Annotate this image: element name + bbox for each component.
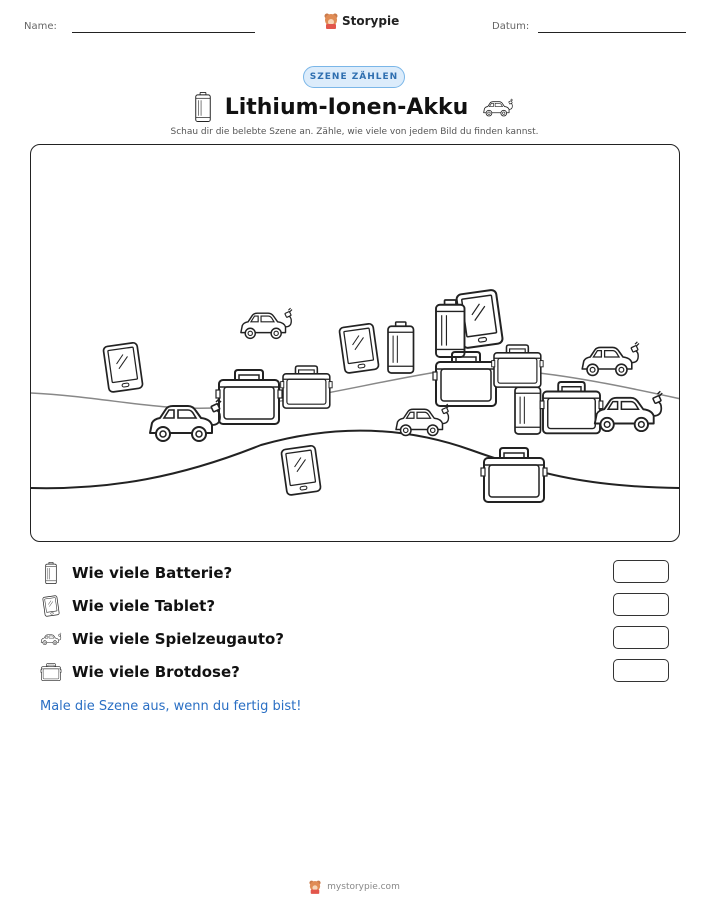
hill-line-front bbox=[31, 431, 680, 489]
instructions: Schau dir die belebte Szene an. Zähle, wie viele von jedem Bild du finden kannst. bbox=[170, 127, 539, 137]
battery-icon bbox=[436, 300, 465, 357]
lunchbox-icon bbox=[216, 370, 282, 424]
battery-icon bbox=[195, 92, 211, 122]
bear-logo-icon bbox=[324, 13, 338, 29]
toy-car-icon bbox=[40, 628, 62, 650]
tablet-icon bbox=[281, 445, 321, 495]
footer bbox=[0, 880, 709, 894]
toy-car-icon bbox=[482, 96, 514, 118]
question-text: Wie viele Tablet? bbox=[72, 597, 216, 615]
tablet-icon bbox=[103, 342, 143, 392]
battery-icon bbox=[40, 562, 62, 584]
bear-logo-icon bbox=[309, 880, 321, 894]
coloring-note: Male die Szene aus, wenn du fertig bist! bbox=[40, 699, 302, 714]
lunchbox-icon bbox=[281, 366, 332, 408]
question-row bbox=[40, 561, 232, 585]
toy-car-icon bbox=[241, 308, 292, 338]
question-text: Wie viele Brotdose? bbox=[72, 663, 240, 681]
name-label: Name: bbox=[24, 21, 57, 32]
answer-box[interactable] bbox=[613, 593, 669, 616]
title-row bbox=[0, 90, 709, 124]
date-line[interactable] bbox=[538, 32, 686, 33]
tablet-icon bbox=[40, 595, 62, 617]
question-text: Wie viele Spielzeugauto? bbox=[72, 630, 285, 648]
toy-car-icon bbox=[582, 342, 639, 376]
date-label: Datum: bbox=[492, 21, 530, 32]
name-line[interactable] bbox=[72, 32, 255, 33]
footer-url[interactable]: mystorypie.com bbox=[327, 882, 400, 892]
lunchbox-icon bbox=[433, 352, 499, 406]
answer-box[interactable] bbox=[613, 659, 669, 682]
page-title: Lithium-Ionen-Akku bbox=[224, 94, 469, 120]
question-row bbox=[40, 660, 240, 684]
toy-car-icon bbox=[150, 399, 221, 441]
lunchbox-icon bbox=[40, 661, 62, 683]
scene-illustration bbox=[31, 145, 680, 542]
question-row bbox=[40, 627, 284, 651]
lunchbox-icon bbox=[492, 345, 543, 387]
battery-icon bbox=[388, 322, 414, 373]
question-row bbox=[40, 594, 215, 618]
toy-car-icon bbox=[595, 391, 662, 431]
toy-car-icon bbox=[396, 404, 449, 436]
brand-logo bbox=[324, 13, 399, 29]
answer-box[interactable] bbox=[613, 626, 669, 649]
answer-box[interactable] bbox=[613, 560, 669, 583]
question-text: Wie viele Batterie? bbox=[72, 564, 233, 582]
lunchbox-icon bbox=[540, 382, 603, 433]
tablet-icon bbox=[339, 323, 379, 373]
battery-icon bbox=[515, 383, 541, 434]
section-badge: SZENE ZÄHLEN bbox=[303, 66, 405, 88]
brand-name: Storypie bbox=[342, 14, 400, 28]
counting-scene bbox=[30, 144, 680, 542]
